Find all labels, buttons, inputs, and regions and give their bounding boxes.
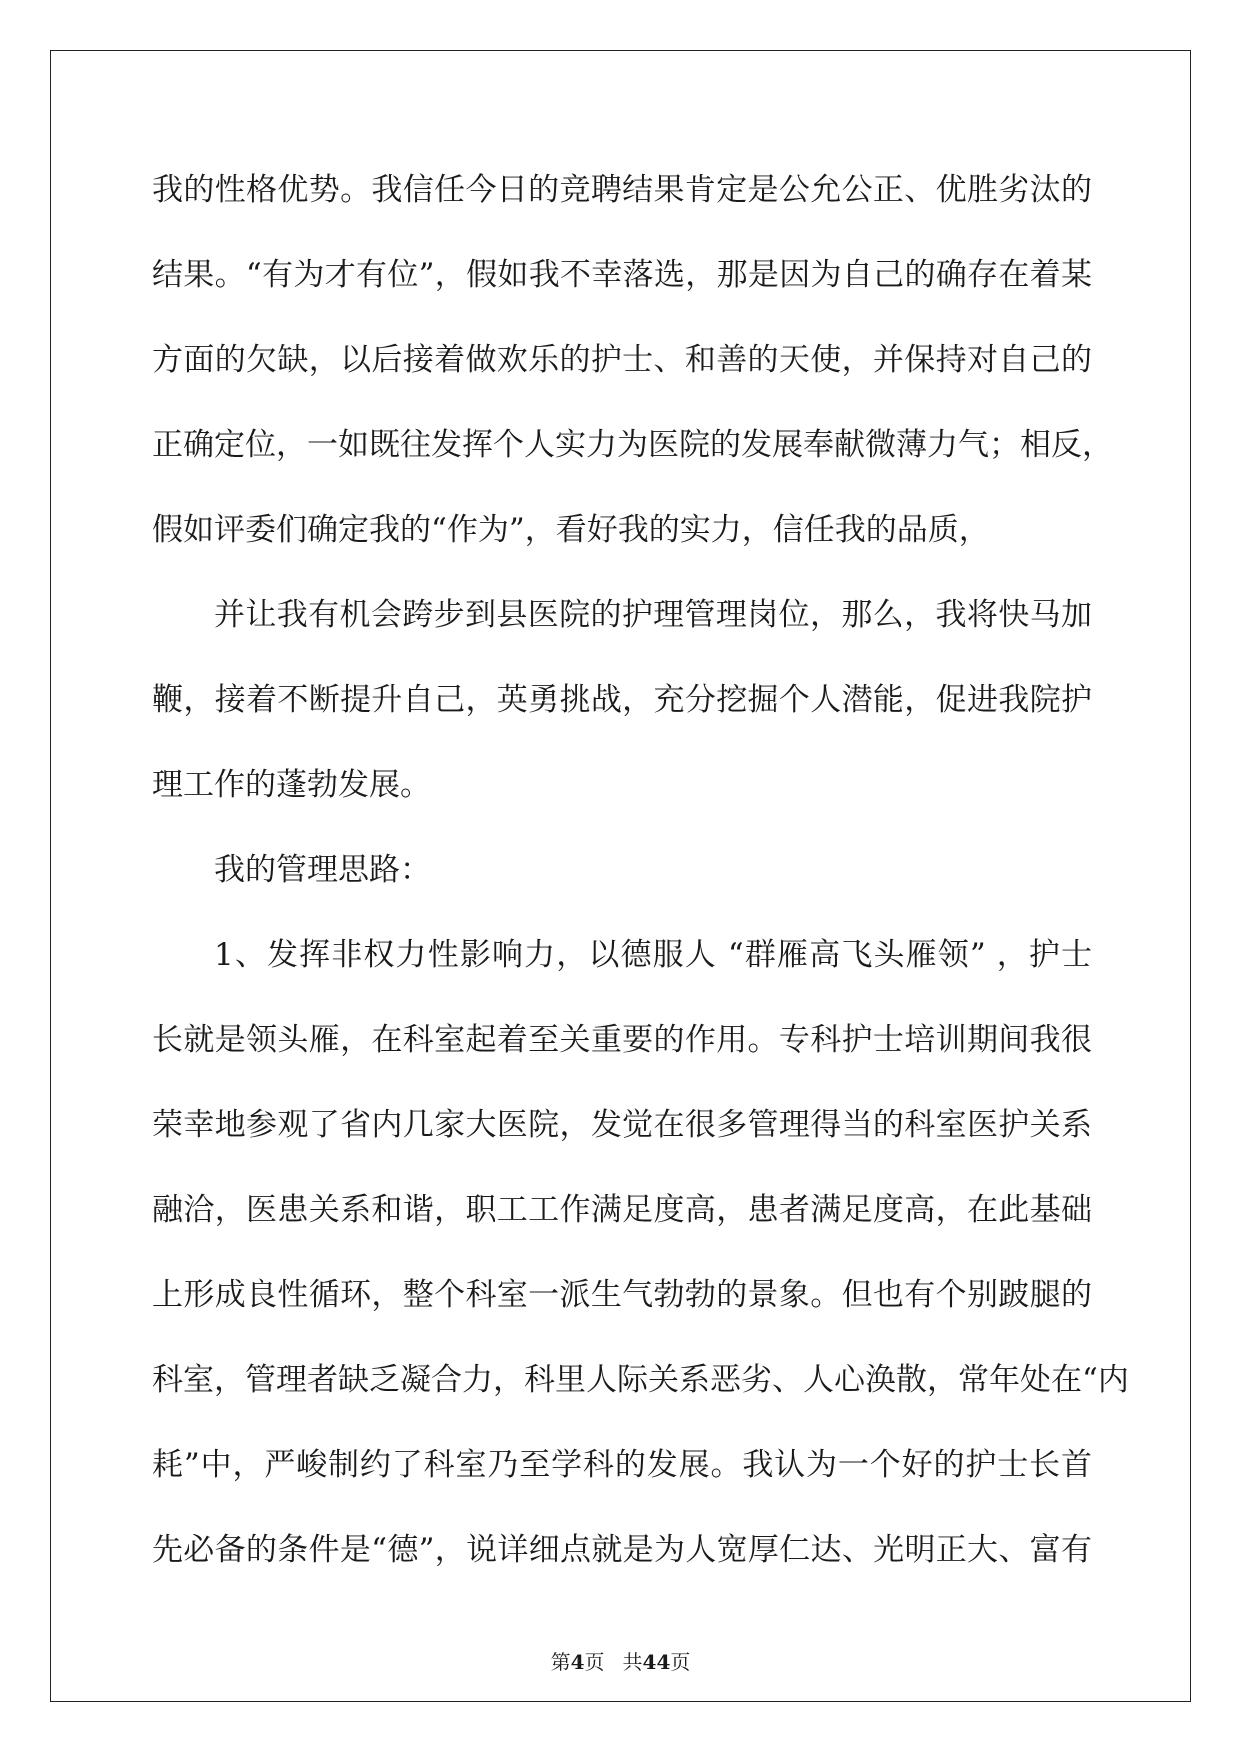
paragraph-first-line: 1、发挥非权力性影响力，以德服人 “群雁高飞头雁领” ，护士: [214, 937, 1092, 973]
text-line: 鞭，接着不断提升自己，英勇挑战，充分挖掘个人潜能，促进我院护: [152, 682, 1092, 718]
text-line: 长就是领头雁，在科室起着至关重要的作用。专科护士培训期间我很: [152, 1022, 1092, 1058]
paragraph-first-line: 并让我有机会跨步到县医院的护理管理岗位，那么，我将快马加: [214, 597, 1092, 633]
total-prefix: 共: [622, 1650, 643, 1674]
text-line: 假如评委们确定我的“作为”，看好我的实力，信任我的品质，: [152, 512, 990, 548]
total-suffix: 页: [670, 1650, 691, 1674]
page-suffix: 页: [584, 1650, 605, 1674]
text-line: 荣幸地参观了省内几家大医院，发觉在很多管理得当的科室医护关系: [152, 1107, 1092, 1143]
text-line: 结果。“有为才有位”，假如我不幸落选，那是因为自己的确存在着某: [152, 257, 1092, 293]
text-line: 方面的欠缺，以后接着做欢乐的护士、和善的天使，并保持对自己的: [152, 342, 1092, 378]
total-pages: 44: [642, 1650, 671, 1674]
text-line: 理工作的蓬勃发展。: [152, 767, 431, 803]
document-body: [152, 160, 1129, 1605]
text-line: 上形成良性循环，整个科室一派生气勃勃的景象。但也有个别跛腿的: [152, 1277, 1092, 1313]
page-footer: [0, 1650, 1241, 1674]
text-line: 正确定位，一如既往发挥个人实力为医院的发展奉献微薄力气；相反，: [152, 427, 1113, 463]
text-line: 融洽，医患关系和谐，职工工作满足度高，患者满足度高，在此基础: [152, 1192, 1092, 1228]
page-number: 4: [570, 1650, 585, 1674]
page-prefix: 第: [550, 1650, 571, 1674]
section-heading: 我的管理思路：: [214, 852, 431, 888]
text-line: 先必备的条件是“德”，说详细点就是为人宽厚仁达、光明正大、富有: [152, 1532, 1092, 1568]
text-line: 耗”中，严峻制约了科室乃至学科的发展。我认为一个好的护士长首: [152, 1447, 1092, 1483]
text-line: 我的性格优势。我信任今日的竞聘结果肯定是公允公正、优胜劣汰的: [152, 172, 1092, 208]
text-line: 科室，管理者缺乏凝合力，科里人际关系恶劣、人心涣散，常年处在“内: [152, 1362, 1129, 1398]
